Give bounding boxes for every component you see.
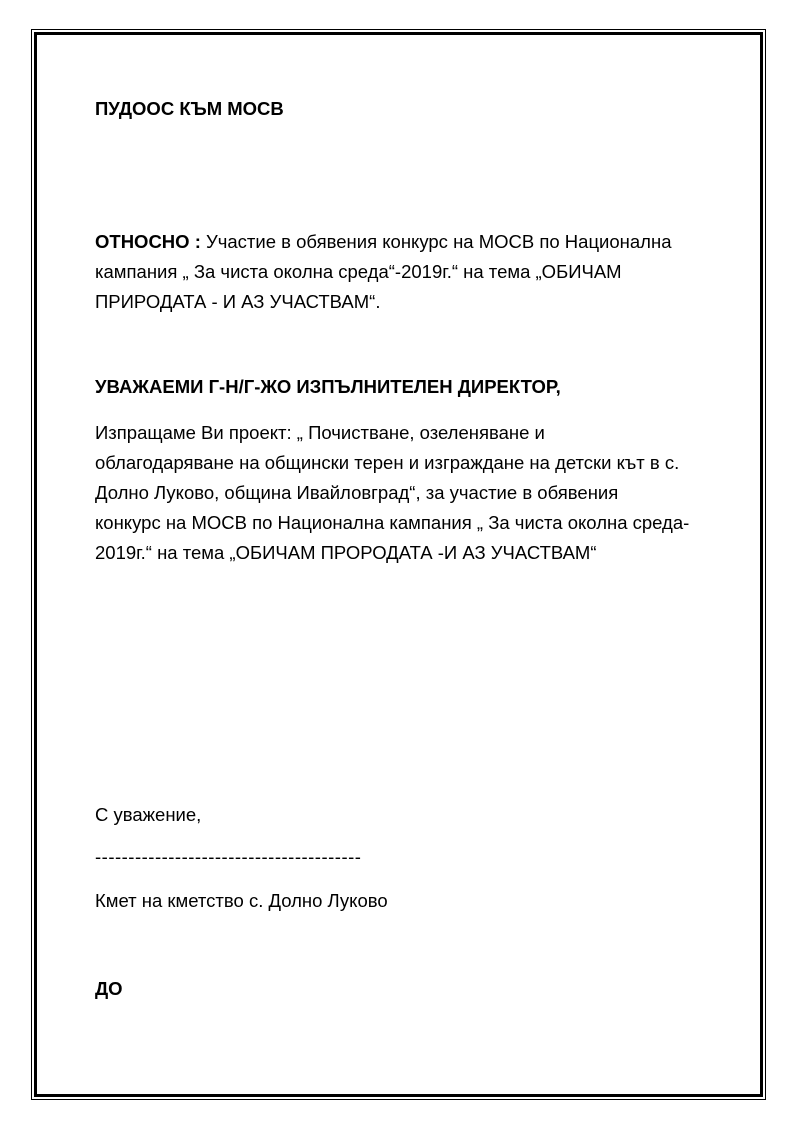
subject-text-line-2: кампания „ За чиста околна среда“-2019г.“ на тема „ОБИЧАМ bbox=[95, 261, 622, 282]
addressee-label: ДО bbox=[95, 978, 123, 999]
subject-text-line-1: Участие в обявения конкурс на МОСВ по Национална bbox=[206, 231, 672, 252]
subject-text-line-3: ПРИРОДАТА - И АЗ УЧАСТВАМ“. bbox=[95, 291, 381, 312]
body-line-5: 2019г.“ на тема „ОБИЧАМ ПРОРОДАТА -И АЗ УЧАСТВАМ“ bbox=[95, 542, 597, 563]
subject-label: ОТНОСНО : bbox=[95, 231, 201, 252]
body-paragraph bbox=[95, 418, 689, 568]
body-line-2: облагодаряване на общински терен и изграждане на детски кът в с. bbox=[95, 452, 680, 473]
subject-block bbox=[95, 227, 671, 317]
salutation: УВАЖАЕМИ Г-Н/Г-ЖО ИЗПЪЛНИТЕЛЕН ДИРЕКТОР, bbox=[95, 376, 561, 397]
body-line-1: Изпращаме Ви проект: „ Почистване, озеленяване и bbox=[95, 422, 545, 443]
body-line-4: конкурс на МОСВ по Национална кампания „ За чиста околна среда- bbox=[95, 512, 690, 533]
body-line-3: Долно Луково, община Ивайловград“, за участие в обявения bbox=[95, 482, 619, 503]
document-header: ПУДООС КЪМ МОСВ bbox=[95, 98, 284, 119]
closing: С уважение, bbox=[95, 804, 202, 825]
signature-line: ---------------------------------------- bbox=[95, 846, 362, 867]
signer: Кмет на кметство с. Долно Луково bbox=[95, 890, 388, 911]
